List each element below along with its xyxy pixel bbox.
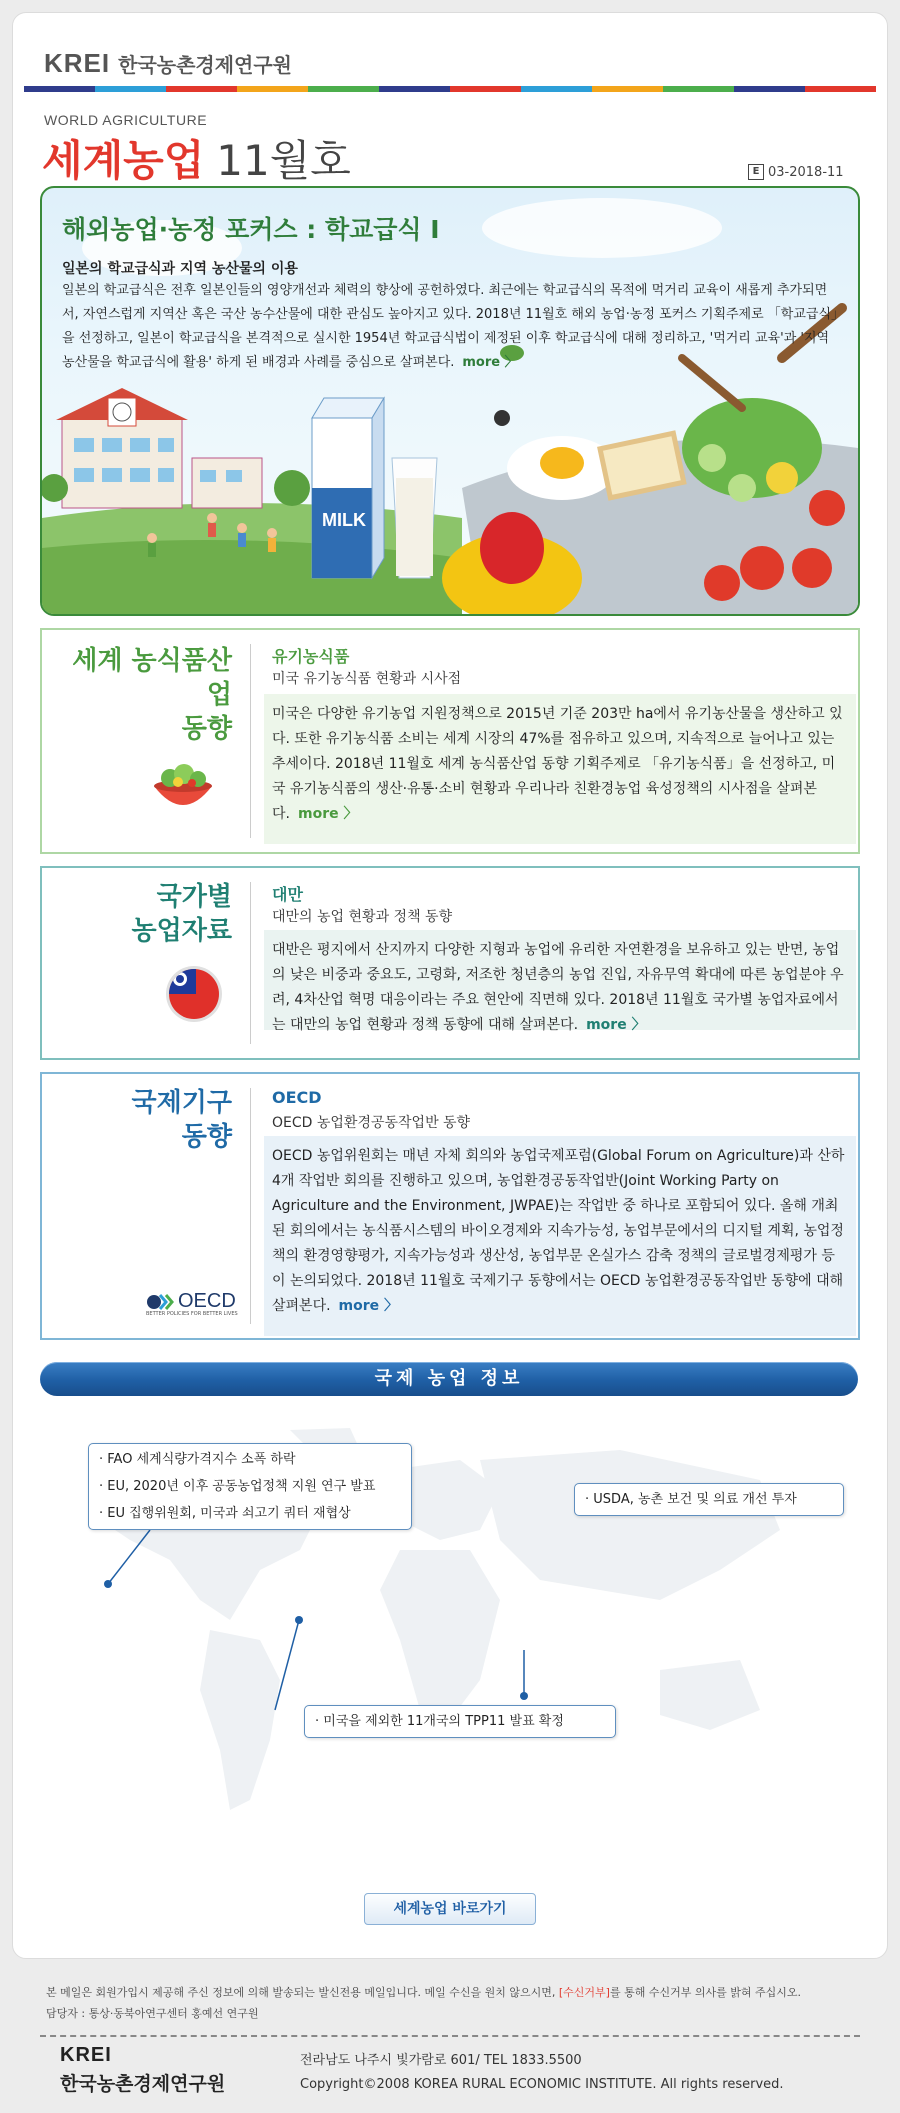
footer-address — [300, 2049, 784, 2097]
section-category: 대만 — [272, 885, 303, 904]
taiwan-flag-icon — [164, 964, 224, 1024]
section-body — [264, 930, 856, 1033]
oecd-chevrons-icon — [146, 1292, 176, 1312]
callout-item[interactable]: · 미국을 제외한 11개국의 TPP11 발표 확정 — [315, 1714, 564, 1729]
footer-divider — [40, 2035, 860, 2037]
stripe-segment — [592, 86, 663, 92]
footer-org-name: 한국농촌경제연구원 — [60, 2073, 226, 2095]
page-title — [42, 128, 351, 188]
section-heading-line2: 동향 — [181, 1122, 232, 1152]
section-category: OECD — [272, 1088, 322, 1107]
focus-subtitle: 일본의 학교급식과 지역 농산물의 이용 — [62, 261, 298, 277]
title-main: 세계농업 — [42, 136, 205, 185]
stripe-segment — [734, 86, 805, 92]
focus-title: 해외농업·농정 포커스 : 학교급식 Ⅰ — [62, 215, 440, 244]
callout-item[interactable]: · USDA, 농촌 보건 및 의료 개선 투자 — [585, 1492, 797, 1507]
footer-notice — [46, 1982, 801, 2024]
section-heading — [52, 644, 232, 746]
section-divider — [250, 882, 251, 1044]
oecd-logo-text: OECD — [178, 1290, 236, 1312]
callout-item[interactable]: · FAO 세계식량가격지수 소폭 하락 — [99, 1452, 296, 1467]
callout-item[interactable]: · EU, 2020년 이후 공동농업정책 지원 연구 발표 — [99, 1479, 376, 1494]
footer-notice-before: 본 메일은 회원가입시 제공해 주신 정보에 의해 발송되는 발신전용 메일입니다. 메일 수신을 원치 않으시면, — [46, 1986, 559, 1999]
section-category: 유기농식품 — [272, 647, 350, 666]
section-subtitle: OECD 농업환경공동작업반 동향 — [272, 1115, 471, 1131]
stripe-segment — [95, 86, 166, 92]
section-subtitle: 미국 유기농식품 현황과 시사점 — [272, 671, 462, 687]
footer-logo-text: KREI — [60, 2044, 112, 2066]
krei-logo[interactable] — [44, 48, 292, 79]
section-heading-line1: 국제기구 — [131, 1088, 232, 1118]
stripe-segment — [663, 86, 734, 92]
stripe-segment — [166, 86, 237, 92]
section-heading-line2: 동향 — [181, 714, 232, 744]
section-body-text: 미국은 다양한 유기농업 지원정책으로 2015년 기준 203만 ha에서 유기농산물을 생산하고 있다. 또한 유기농식품 소비는 세계 시장의 47%를 점유하고 있으며, 지속적으로 늘어나고 있는 추세이다. 2018년 11월호 세계 농식품산업 동향 기획주제로 「유기농식품」을 선정하고, 미국 유기농식품의 생산·유통·소비 현황과 우리나라 친환경농업 육성정책의 시사점을 살펴본다. — [272, 706, 843, 822]
section-body — [264, 694, 856, 844]
section-more-link[interactable]: more 〉 — [338, 1298, 399, 1314]
callout-usa — [574, 1483, 844, 1516]
color-stripe — [24, 86, 876, 92]
world-agri-goto-button[interactable]: 세계농업 바로가기 — [364, 1893, 536, 1925]
section-country-data — [40, 866, 860, 1060]
focus-section — [40, 186, 860, 616]
issue-code — [748, 164, 844, 180]
section-more-link[interactable]: more 〉 — [586, 1017, 646, 1033]
footer-contact: 담당자 : 통상·동북아연구센터 홍예선 연구원 — [46, 2007, 259, 2020]
section-heading — [52, 880, 232, 948]
issue-code-text: 03-2018-11 — [768, 164, 844, 180]
section-food-industry — [40, 628, 860, 854]
section-body-text: OECD 농업위원회는 매년 자체 회의와 농업국제포럼(Global Forum on Agriculture)과 산하 4개 작업반 회의를 진행하고 있으며, 농업환경공동작업반(Joint Working Party on Agriculture and the Environment, JWPAE)는 작업반 중 하나로 포함되어 있다. 올해 개최된 회의에서는 농식품시스템의 바이오경제와 지속가능성, 농업부문에서의 디지털 계획, 농업정책의 환경영향평가, 지속가능성과 생산성, 농업부문 온실가스 감축 정책의 글로벌경제평가 등이 논의되었다. 2018년 11월호 국제기구 동향에서는 OECD 농업환경공동작업반 동향에 대해 살펴본다. — [272, 1148, 845, 1314]
school-building-icon — [56, 388, 262, 508]
section-heading-line1: 국가별 — [156, 882, 232, 912]
section-heading-line2: 농업자료 — [131, 916, 232, 946]
intl-info-banner: 국제 농업 정보 — [40, 1362, 858, 1396]
callout-europe — [88, 1443, 412, 1530]
focus-description-text: 일본의 학교급식은 전후 일본인들의 영양개선과 체력의 향상에 공헌하였다. 최근에는 학교급식의 목적에 먹거리 교육이 새롭게 추가되면서, 자연스럽게 지역산 혹은 국산 농수산물에 대한 관심도 높아지고 있다. 2018년 11월호 해외 농업·농정 포커스 기획주제로 「학교급식」을 선정하고, 일본이 학교급식을 본격적으로 실시한 1954년 학교급식법이 제정된 이후 학교급식에 대해 정리하고, '먹거리 교육'과 '지역 농산물을 학교급식에 활용' 하게 된 배경과 사례를 중심으로 살펴본다. — [62, 283, 838, 370]
footer-logo — [60, 2044, 225, 2096]
callout-asia — [304, 1705, 616, 1738]
org-name: 한국농촌경제연구원 — [118, 53, 293, 77]
oecd-tagline: BETTER POLICIES FOR BETTER LIVES — [146, 1311, 238, 1317]
salad-bowl-icon — [148, 752, 218, 822]
footer-notice-after: 를 통해 수신거부 의사를 밝혀 주십시오. — [609, 1986, 801, 1999]
unsubscribe-link[interactable]: [수신거부] — [558, 1986, 610, 1999]
footer-copyright: Copyright©2008 KOREA RURAL ECONOMIC INSTITUTE. All rights reserved. — [300, 2077, 784, 2092]
focus-description — [62, 279, 842, 375]
svg-text:MILK: MILK — [322, 510, 366, 530]
section-body — [264, 1136, 856, 1336]
issue-badge: E — [748, 164, 764, 180]
series-label: WORLD AGRICULTURE — [44, 112, 208, 128]
title-issue: 11월호 — [216, 136, 351, 185]
oecd-logo — [146, 1290, 238, 1317]
footer-address-text: 전라남도 나주시 빛가람로 601/ TEL 1833.5500 — [300, 2053, 582, 2068]
section-divider — [250, 644, 251, 838]
stripe-segment — [521, 86, 592, 92]
stripe-segment — [308, 86, 379, 92]
stripe-segment — [805, 86, 876, 92]
section-heading — [52, 1086, 232, 1154]
focus-more-link[interactable]: more 〉 — [462, 355, 518, 370]
school-meal-illustration — [42, 188, 858, 614]
milk-carton-icon — [312, 398, 384, 578]
section-body-text: 대반은 평지에서 산지까지 다양한 지형과 농업에 유리한 자연환경을 보유하고 있는 반면, 농업의 낮은 비중과 중요도, 고령화, 저조한 청년층의 농업 진입, 자유무역 확대에 따른 농업분야 우려, 4차산업 혁명 대응이라는 주요 현안에 직면해 있다. 2018년 11월호 국가별 농업자료에서는 대만의 농업 현황과 정책 동향에 대해 살펴본다. — [272, 942, 844, 1033]
section-divider — [250, 1088, 251, 1324]
section-heading-line1: 세계 농식품산업 — [72, 646, 232, 710]
section-subtitle: 대만의 농업 현황과 정책 동향 — [272, 909, 453, 925]
stripe-segment — [237, 86, 308, 92]
krei-logo-text: KREI — [44, 48, 111, 78]
stripe-segment — [24, 86, 95, 92]
section-more-link[interactable]: more 〉 — [297, 806, 358, 822]
stripe-segment — [379, 86, 450, 92]
callout-item[interactable]: · EU 집행위원회, 미국과 쇠고기 쿼터 재협상 — [99, 1506, 351, 1521]
stripe-segment — [450, 86, 521, 92]
section-intl-orgs — [40, 1072, 860, 1340]
